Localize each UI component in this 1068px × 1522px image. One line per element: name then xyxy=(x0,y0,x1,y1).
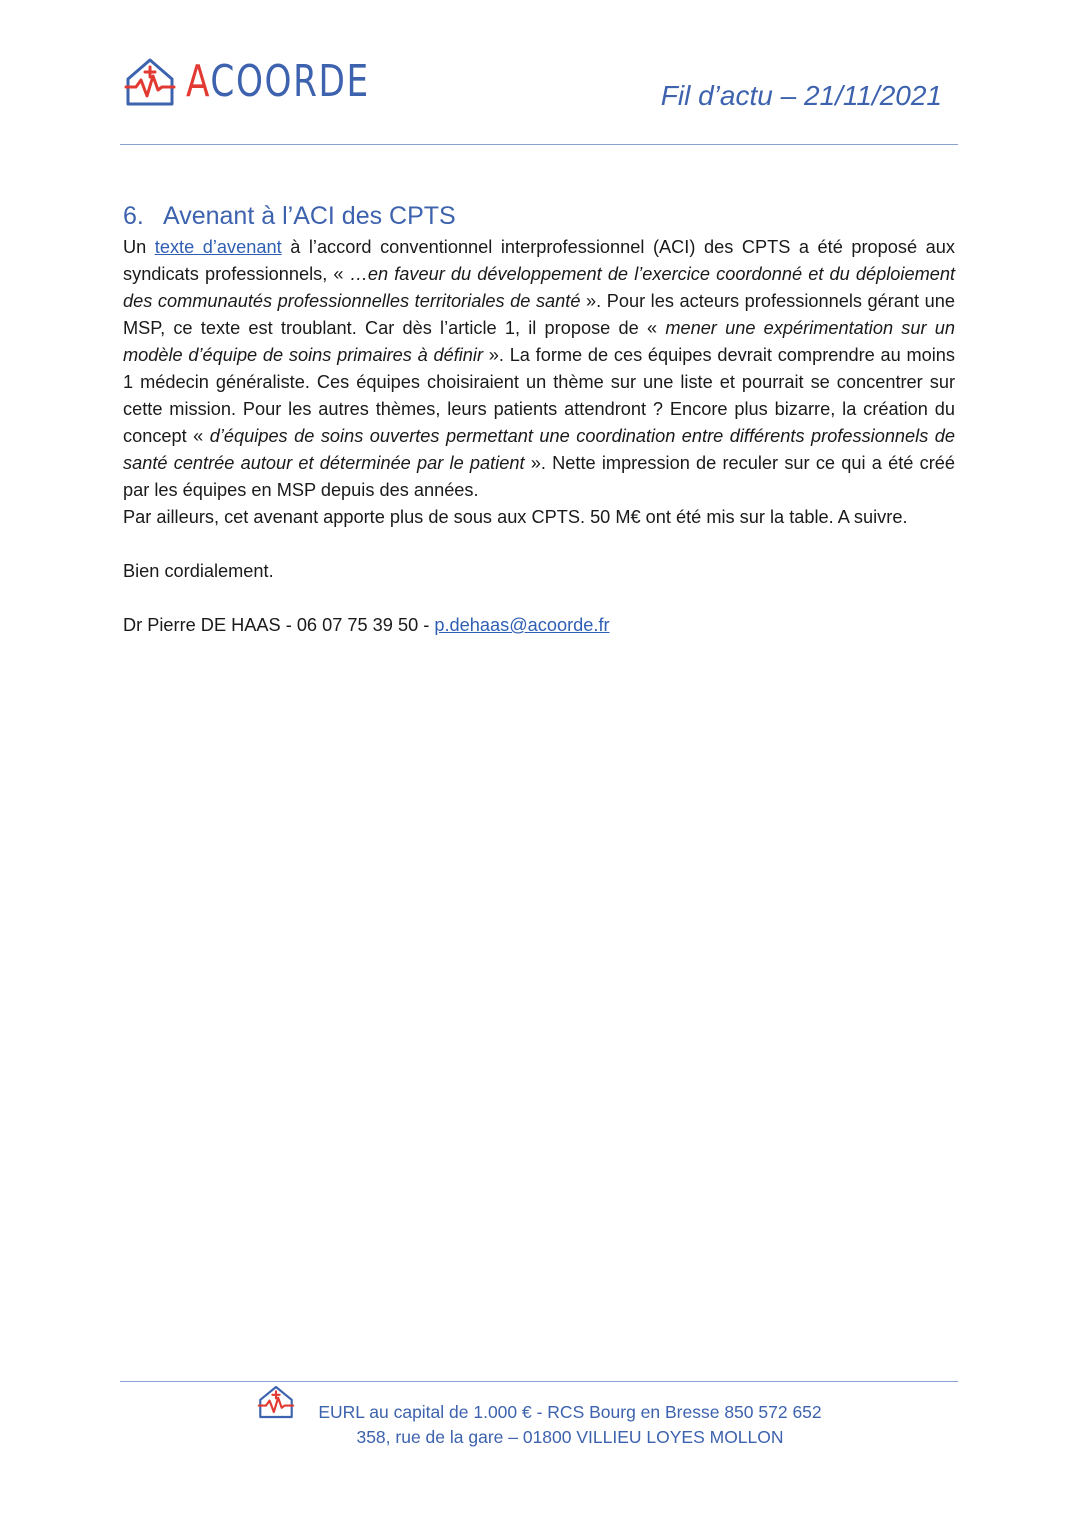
signature xyxy=(123,612,955,639)
document-content xyxy=(123,198,955,639)
footer-divider xyxy=(120,1381,958,1382)
section-title: Avenant à l’ACI des CPTS xyxy=(163,202,456,230)
footer-line-1: EURL au capital de 1.000 € - RCS Bourg en Bresse 850 572 652 xyxy=(318,1402,822,1422)
quote-3: d’équipes de soins ouvertes permettant une coordination entre différents professionnels de santé centrée autour et déterminée par le patient xyxy=(123,426,956,473)
email-link[interactable]: p.dehaas@acoorde.fr xyxy=(434,615,610,635)
quote-2: mener une expérimentation sur un modèle d’équipe de soins primaires à définir xyxy=(123,318,956,365)
house-heartbeat-icon xyxy=(122,54,178,110)
footer-legal xyxy=(290,1400,850,1450)
header-divider xyxy=(120,144,958,145)
header-date: Fil d’actu – 21/11/2021 xyxy=(660,80,942,111)
closing-text: Bien cordialement. xyxy=(123,561,274,581)
section-number: 6. xyxy=(123,202,144,230)
logo-wordmark: ACOORDE xyxy=(186,56,370,107)
quote-1: …en faveur du développement de l’exercice coordonné et du déploiement des communautés professionnelles territoriales de santé xyxy=(123,264,955,311)
footer-line-2: 358, rue de la gare – 01800 VILLIEU LOYES MOLLON xyxy=(356,1427,784,1447)
section-heading xyxy=(123,198,955,234)
paragraph-funding: Par ailleurs, cet avenant apporte plus de sous aux CPTS. 50 M€ ont été mis sur la table. A suivre. xyxy=(123,507,908,527)
texte-avenant-link[interactable]: texte d’avenant xyxy=(154,237,282,257)
acoorde-logo xyxy=(122,54,422,110)
signature-text: Dr Pierre DE HAAS - 06 07 75 39 50 - xyxy=(123,615,435,635)
paragraph-avenant: Un texte d’avenant à l’accord conventionnel interprofessionnel (ACI) des CPTS a été proposé aux syndicats professionnels, « …en faveur du développement de l’exercice coordonné et du déploiement des communautés professionnelles territoriales de santé ». Pour les acteurs professionnels gérant une MSP, ce texte est troublant. Car dès l’article 1, il propose de « mener une expérimentation sur un modèle d’équipe de soins primaires à définir ». La forme de ces équipes devrait comprendre au moins 1 médecin généraliste. Ces équipes choisiraient un thème sur une liste et pourrait se concentrer sur cette mission. Pour les autres thèmes, leurs patients attendront ? Encore plus bizarre, la création du concept « d’équipes de soins ouvertes permettant une coordination entre différents professionnels de santé centrée autour et déterminée par le patient ». Nette impression de reculer sur ce qui a été créé par les équipes en MSP depuis des années. xyxy=(123,237,956,500)
